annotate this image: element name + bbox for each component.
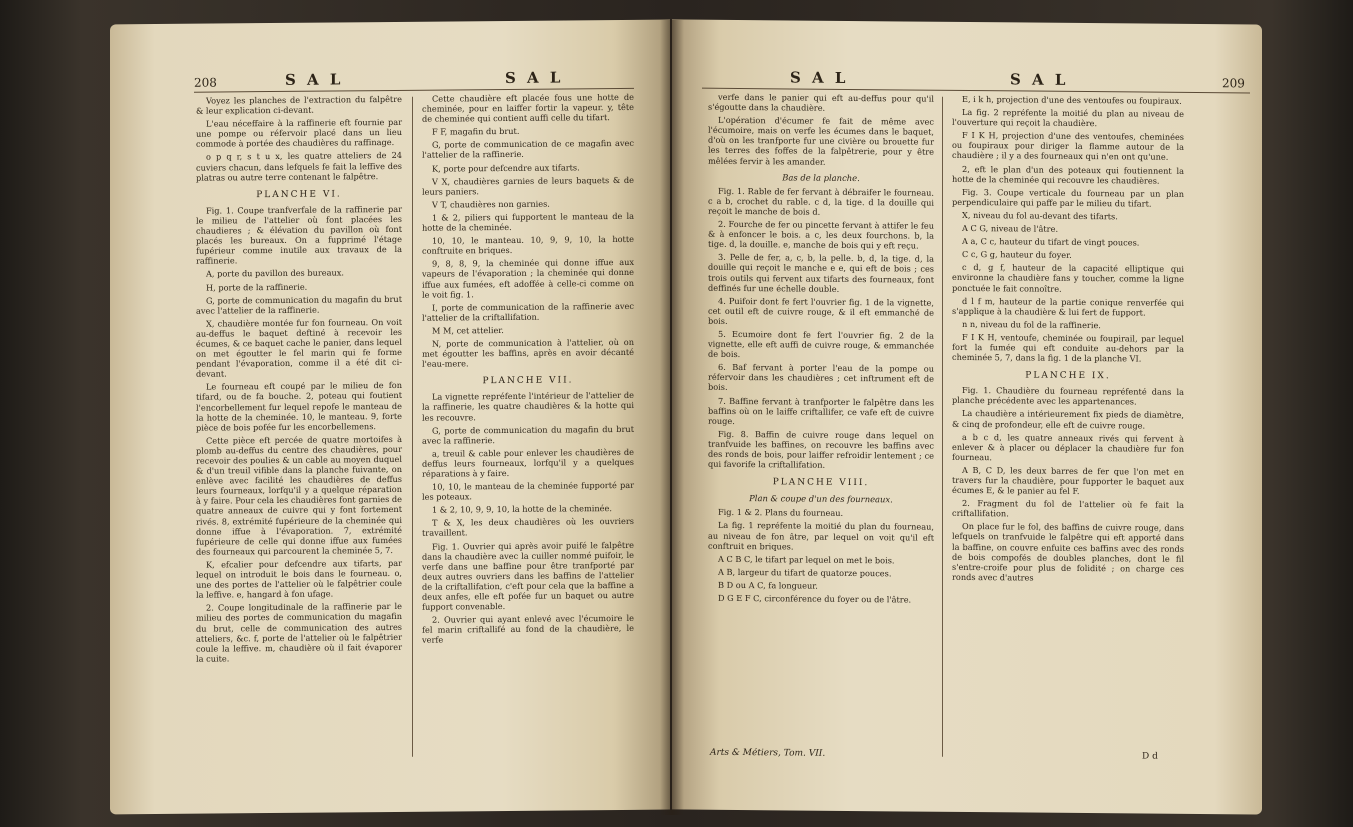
text-paragraph: o p q r, s t u x, les quatre atteliers de 24 cuviers chacun, dans lefquels fe fait la leffive des platras ou autre terre contenant le falpêtre. xyxy=(196,150,402,183)
text-paragraph: Fig. 1. Coupe tranfverfale de la raffinerie par le milieu de l'attelier où font placées les chaudieres ; & élévation du pavillon où font placés les bureaux. On a fupprimé l'étage fupérieur comme inutile aux travaux de la raffinerie. xyxy=(196,203,402,267)
column-rule-right xyxy=(942,97,943,757)
text-paragraph: F F, magafin du brut. xyxy=(432,126,520,137)
text-paragraph: La fig. 1 repréfente la moitié du plan du fourneau, au niveau de fon âtre, par lequel on voit qu'il eft conftruit en briques. xyxy=(708,520,934,552)
plate-heading: PLANCHE IX. xyxy=(1025,370,1111,382)
text-paragraph: d l f m, hauteur de la partie conique renverfée qui s'applique à la chaudière & lui fert de fupport. xyxy=(952,295,1184,318)
text-paragraph: C c, G g, hauteur du foyer. xyxy=(962,249,1072,261)
text-paragraph: D G E F C, circonférence du foyer ou de l'âtre. xyxy=(718,592,912,605)
signature-mark: D d xyxy=(1142,751,1158,762)
section-subheading: Bas de la planche. xyxy=(782,172,860,183)
text-paragraph: 1 & 2, piliers qui fupportent le manteau de la hotte de la cheminée. xyxy=(422,210,634,233)
text-paragraph: La fig. 2 repréfente la moitié du plan au niveau de l'ouverture qui reçoit la chaudière. xyxy=(952,107,1184,129)
right-column-2 xyxy=(952,94,1184,587)
text-paragraph: 9, 8, 8, 9, la cheminée qui donne iffue aux vapeurs de l'évaporation ; la cheminée qui donne iffue aux fumées, eft adoffée à celle-ci comme on le voit fig. 1. xyxy=(422,257,634,300)
text-paragraph: X, chaudière montée fur fon fourneau. On voit au-deffus le baquet deftiné à recevoir les écumes, & ce baquet cache le panier, dans lequel on met égoutter le fel marin qui fe forme pendant l'évaporation, comme il a été dit ci-devant. xyxy=(196,316,402,379)
text-paragraph: 2. Ouvrier qui ayant enlevé avec l'écumoire le fel marin criftallifé au fond de la chaudière, le verfe xyxy=(422,613,634,646)
text-paragraph: M M, cet attelier. xyxy=(432,324,504,336)
text-paragraph: 6. Baf fervant à porter l'eau de la pompe ou réfervoir dans les chaudières ; cet inftrument eft de bois. xyxy=(708,362,934,393)
text-paragraph: Cette pièce eft percée de quatre mortoifes à plomb au-deffus du centre des chaudières, pour recevoir des poulies & un cable au moyen duquel & d'un treuil vifible dans la planche fuivante, on enlève avec facilité les chaudières de deffus leurs fourneaux, lorfqu'il y a quelque réparation à y faire. Pour cela les chaudières font garnies de quatre anneaux de cuivre qui y font fortement rivés. 8, extrémité fupérieure de la cheminée qui donne iffue à l'évaporation. 7, extrémité fupérieure de celle qui donne iffue aux fumées des fourneaux qui parcourent la cheminée 5, 7. xyxy=(196,433,402,557)
text-paragraph: 10, 10, le manteau. 10, 9, 9, 10, la hotte conftruite en briques. xyxy=(422,233,634,256)
text-paragraph: E, i k h, projection d'une des ventoufes ou foupiraux. xyxy=(962,93,1182,106)
plate-heading: PLANCHE VI. xyxy=(256,189,342,200)
right-column-1 xyxy=(708,92,934,608)
text-paragraph: Fig. 8. Baffin de cuivre rouge dans lequel on tranfvuide les baffines, on recouvre les baffins avec des ronds de bois, pour laiffer refroidir lentement ; ce qui favorife la criftallifation. xyxy=(708,428,934,470)
right-page xyxy=(672,19,1262,814)
text-paragraph: a, treuil & cable pour enlever les chaudières de deffus leurs fourneaux, lorfqu'il y a quelques réparations à y faire. xyxy=(422,446,634,479)
text-paragraph: 10, 10, le manteau de la cheminée fupporté par les poteaux. xyxy=(422,479,634,502)
running-head-right-col2: S A L xyxy=(1010,70,1069,89)
text-paragraph: c d, g f, hauteur de la capacité elliptique qui environne la chaudière fans y toucher, comme la ligne ponctuée le fait connoître. xyxy=(952,262,1184,294)
text-paragraph: 3. Pelle de fer, a, c, b, la pelle. b, d, la tige. d, la douille qui reçoit le manche e e, qui eft de bois ; ces trois outils qui fervent aux tifarts des fourneaux, font deffinés fur une échelle double. xyxy=(708,252,934,294)
text-paragraph: Le fourneau eft coupé par le milieu de fon tifard, ou de fa bouche. 2, poteau qui foutient l'encorbellement fur lequel repofe le manteau de la hotte de la cheminée. 10, le manteau. 9, forte pièce de bois pofée fur les encorbellemens. xyxy=(196,380,402,433)
text-paragraph: A a, C c, hauteur du tifart de vingt pouces. xyxy=(962,236,1140,248)
plate-heading: PLANCHE VIII. xyxy=(772,477,870,489)
running-head-left-col1: S A L xyxy=(285,70,344,89)
section-subheading: Plan & coupe d'un des fourneaux. xyxy=(749,493,893,505)
running-head-right-col1: S A L xyxy=(790,68,849,87)
book-gutter xyxy=(660,20,684,815)
text-paragraph: V X, chaudières garnies de leurs baquets & de leurs paniers. xyxy=(422,174,634,197)
text-paragraph: Fig. 1. Chaudière du fourneau repréfenté dans la planche précédente avec les appartenances. xyxy=(952,385,1184,407)
text-paragraph: L'opération d'écumer fe fait de même avec l'écumoire, mais on verfe les écumes dans le baquet, d'où on les tranfporte fur une civière ou brouette fur les terres des foffes de la falpêtrerie, pour y être mêlées fervir à les amander. xyxy=(708,115,934,167)
text-paragraph: Voyez les planches de l'extraction du falpêtre & leur explication ci-devant. xyxy=(196,93,402,116)
left-column-1 xyxy=(196,94,402,667)
text-paragraph: H, porte de la raffinerie. xyxy=(206,281,308,293)
text-paragraph: A B, C D, les deux barres de fer que l'on met en travers fur la chaudière, pour fupporter le baquet aux écumes E, & le panier au fel F. xyxy=(952,464,1184,497)
text-paragraph: a b c d, les quatre anneaux rivés qui fervent à enlever & à placer ou déplacer la chaudière fur fon fourneau. xyxy=(952,431,1184,463)
text-paragraph: F I K H, projection d'une des ventoufes, cheminées ou foupiraux pour diriger la flamme autour de la chaudière ; il y a des fourneaux qui n'en ont qu'une. xyxy=(952,130,1184,163)
text-paragraph: I, porte de communication de la raffinerie avec l'attelier de la criftallifation. xyxy=(422,300,634,323)
text-paragraph: G, porte de communication du magafin du brut avec la raffinerie. xyxy=(422,423,634,446)
text-paragraph: G, porte de communication du magafin du brut avec l'attelier de la raffinerie. xyxy=(196,293,402,316)
text-paragraph: 1 & 2, 10, 9, 9, 10, la hotte de la cheminée. xyxy=(432,503,612,515)
text-paragraph: 2. Fourche de fer ou pincette fervant à attifer le feu & à enfoncer le bois. a c, les deux fourchons. b, la tige. d, la douille. e, manche de bois qui y eft reçu. xyxy=(708,218,934,251)
text-paragraph: Fig. 1 & 2. Plans du fourneau. xyxy=(718,507,844,519)
text-paragraph: Fig. 3. Coupe verticale du fourneau par un plan perpendiculaire qui paffe par le milieu du tifart. xyxy=(952,186,1184,209)
left-page xyxy=(110,20,670,815)
text-paragraph: Fig. 1. Rable de fer fervant à débraifer le fourneau. c a b, crochet du rable. c d, la tige. d la douille qui reçoit le manche de bois d. xyxy=(708,185,934,217)
text-paragraph: 2. Fragment du fol de l'attelier où fe fait la criftallifation. xyxy=(952,498,1184,519)
text-paragraph: 7. Baffine fervant à tranfporter le falpêtre dans les baffins où on le laiffe criftallifer, ce vafe eft de cuivre rouge. xyxy=(708,395,934,426)
text-paragraph: A, porte du pavillon des bureaux. xyxy=(206,267,345,280)
plate-heading: PLANCHE VII. xyxy=(482,375,574,387)
text-paragraph: verfe dans le panier qui eft au-deffus pour qu'il s'égoutte dans la chaudière. xyxy=(708,91,934,113)
left-column-2 xyxy=(422,92,634,648)
text-paragraph: T & X, les deux chaudières où les ouvriers travaillent. xyxy=(422,516,634,539)
footer-imprint: Arts & Métiers, Tom. VII. xyxy=(710,747,826,759)
text-paragraph: L'eau néceffaire à la raffinerie eft fournie par une pompe ou réfervoir placé dans un lieu commode à portée des chaudières du raffinage. xyxy=(196,117,402,150)
text-paragraph: La vignette repréfente l'intérieur de l'attelier de la raffinerie, les quatre chaudières & la hotte qui les recouvre. xyxy=(422,390,634,423)
text-paragraph: La chaudière a intérieurement fix pieds de diamètre, & cinq de profondeur, elle eft de cuivre rouge. xyxy=(952,408,1184,431)
text-paragraph: Fig. 1. Ouvrier qui après avoir puifé le falpêtre dans la chaudière avec la cuiller nommé puifoir, le verfe dans une baffine pour être tranfporté par deux autres ouvriers dans les baffins de l'attelier de la criftallifation, c'eft pour cela que la baffine a deux anfes, elle eft pofée fur un baquet ou autre fupport convenable. xyxy=(422,539,634,612)
text-paragraph: A B, largeur du tifart de quatorze pouces. xyxy=(718,566,892,579)
text-paragraph: A C G, niveau de l'âtre. xyxy=(962,222,1059,234)
text-paragraph: 5. Ecumoire dont fe fert l'ouvrier fig. 2 de la vignette, elle eft auffi de cuivre rouge, & emmanchée de bois. xyxy=(708,328,934,360)
page-number-left: 208 xyxy=(194,75,217,90)
text-paragraph: On place fur le fol, des baffins de cuivre rouge, dans lefquels on tranfvuide le falpêtre qui eft apporté dans la baffine, on couvre enfuite ces baffins avec des ronds de bois compofés de doubles planches, dont le fil s'entre-croife pour plus de folidité ; on charge ces ronds avec d'autres xyxy=(952,521,1184,583)
text-paragraph: 4. Puifoir dont fe fert l'ouvrier fig. 1 de la vignette, cet outil eft de cuivre rouge, & il eft emmanché de bois. xyxy=(708,295,934,326)
text-paragraph: K, porte pour defcendre aux tifarts. xyxy=(432,161,580,174)
text-paragraph: 2. Coupe longitudinale de la raffinerie par le milieu des portes de communication du magafin du brut, celle de communication des autres atteliers, &c. f, porte de l'attelier où le falpêtrier coule la leffive. m, chaudière où il fait évaporer la cuite. xyxy=(196,601,402,664)
text-paragraph: Cette chaudière eft placée fous une hotte de cheminée, pour en laiffer fortir la vapeur. y, tête de cheminée qui contient auffi celle du tifart. xyxy=(422,91,634,124)
text-paragraph: B D ou A C, fa longueur. xyxy=(718,579,818,591)
text-paragraph: N, porte de communication à l'attelier, où on met égoutter les baffins, après en avoir décanté l'eau-mere. xyxy=(422,336,634,369)
column-rule-left xyxy=(412,97,413,757)
text-paragraph: X, niveau du fol au-devant des tifarts. xyxy=(962,209,1118,222)
text-paragraph: K, efcalier pour defcendre aux tifarts, par lequel on introduit le bois dans le fourneau. o, une des portes de l'attelier où le falpêtrier coule la leffive. e, hangard à fon ufage. xyxy=(196,557,402,600)
text-paragraph: 2, eft le plan d'un des poteaux qui foutiennent la hotte de la cheminée qui recouvre les chaudières. xyxy=(952,163,1184,186)
text-paragraph: A C B C, le tifart par lequel on met le bois. xyxy=(718,553,895,566)
text-paragraph: G, porte de communication de ce magafin avec l'attelier de la raffinerie. xyxy=(422,138,634,161)
page-number-right: 209 xyxy=(1222,76,1245,91)
text-paragraph: n n, niveau du fol de la raffinerie. xyxy=(962,318,1101,330)
text-paragraph: F I K H, ventoufe, cheminée ou foupirail, par lequel fort la fumée qui eft conduite au-dehors par la cheminée 5, 7, dans la fig. 1 de la planche VI. xyxy=(952,331,1184,364)
text-paragraph: V T, chaudières non garnies. xyxy=(432,198,550,210)
running-head-left-col2: S A L xyxy=(505,68,564,87)
